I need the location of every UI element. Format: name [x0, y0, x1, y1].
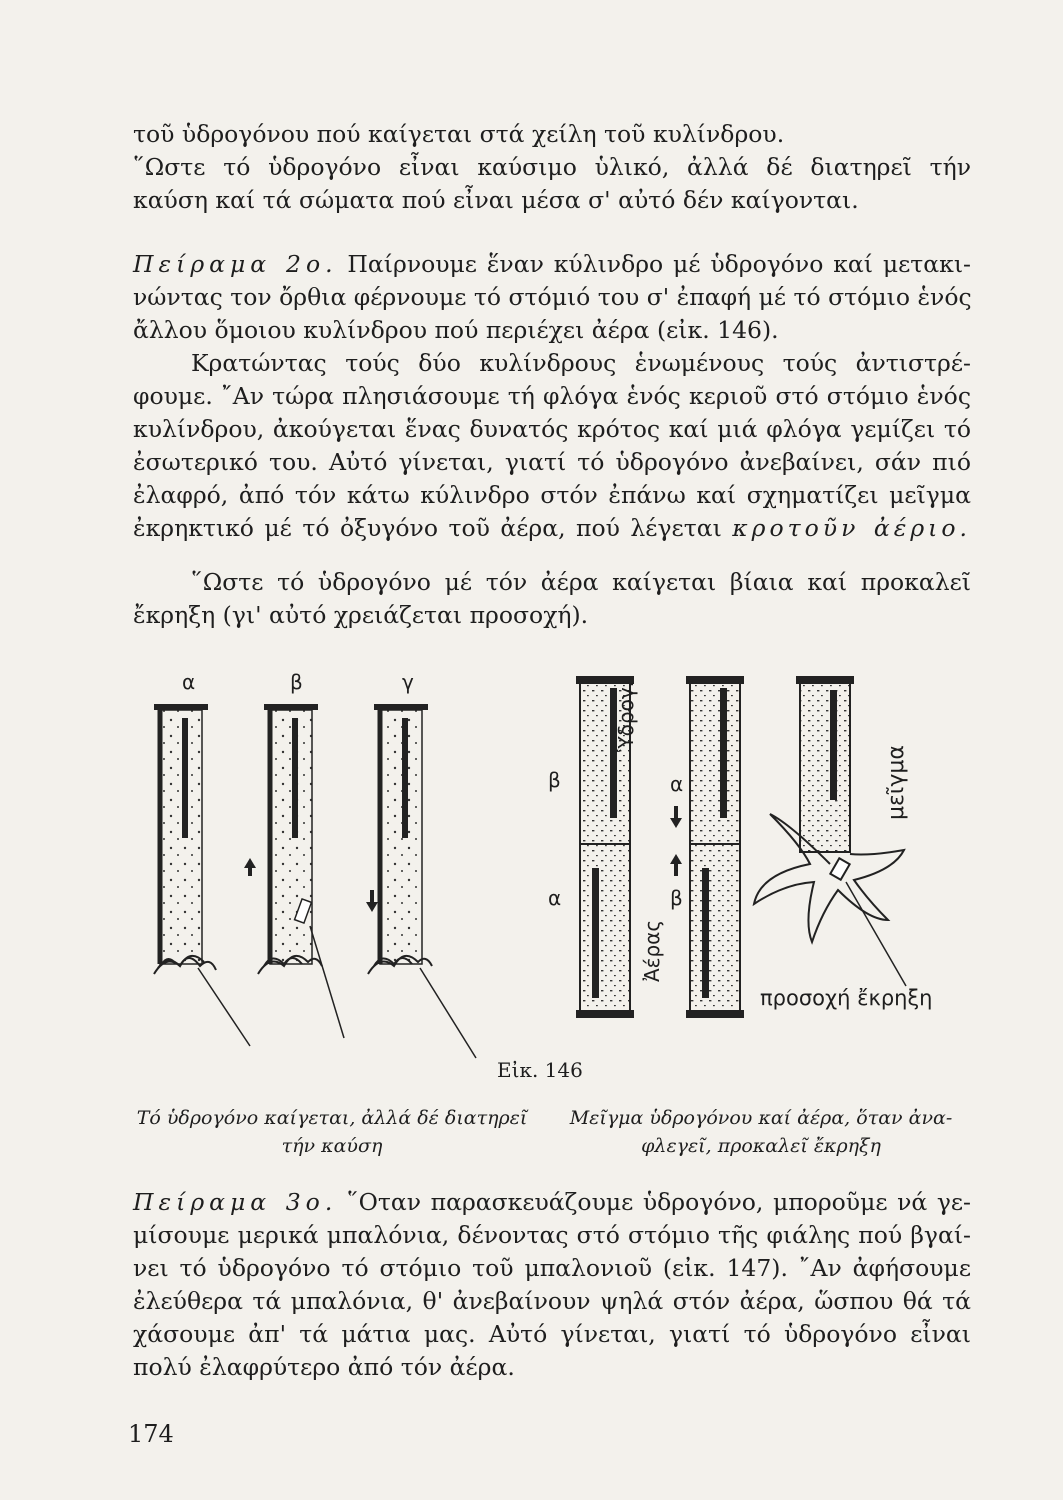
- joined-cylinders-2: [670, 676, 744, 1018]
- label-top-beta: β: [548, 768, 561, 792]
- cylinder-beta: [244, 704, 344, 1038]
- text-line: τοῦ ὑδρογόνου πού καίγεται στά χείλη τοῦ κυλίνδρου.: [133, 120, 785, 148]
- label-air: Ἀέρας: [640, 919, 664, 982]
- arrow-up-icon: [670, 854, 682, 864]
- figure-number: Εἰκ. 146: [497, 1058, 583, 1082]
- text-line: πολύ ἐλαφρύτερο ἀπό τόν ἀέρα.: [133, 1353, 515, 1381]
- experiment-heading: Πείραμα 3ο.: [133, 1188, 338, 1216]
- label-mid-alpha: α: [670, 772, 684, 796]
- label-beta: β: [290, 670, 303, 694]
- label-warning-explosion: προσοχή ἔκρηξη: [760, 986, 933, 1010]
- label-bottom-alpha: α: [548, 886, 562, 910]
- caption-line: Τό ὑδρογόνο καίγεται, ἀλλά δέ διατηρεῖ: [136, 1107, 528, 1129]
- figure-146: [140, 668, 1000, 1098]
- text-fragment: ῞Οταν παρασκευάζουμε ὑδρογόνο, μποροῦμε νά γε-: [346, 1188, 971, 1216]
- arrow-down-icon: [366, 902, 378, 912]
- text-line: νώντας τον ὄρθια φέρνουμε τό στόμιό του σ' ἐπαφή μέ τό στόμιο ἑνός: [133, 283, 972, 311]
- caption-line: Μεῖγμα ὑδρογόνου καί ἀέρα, ὅταν ἀνα-: [569, 1107, 953, 1129]
- paragraph-2: [133, 248, 971, 347]
- label-gamma: γ: [402, 670, 414, 694]
- candle-stick-alpha: [198, 968, 250, 1046]
- page-number: 174: [128, 1420, 174, 1448]
- text-line: ῞Ωστε τό ὑδρογόνο μέ τόν ἀέρα καίγεται βίαια καί προκαλεῖ: [191, 568, 971, 596]
- cylinder-alpha: [154, 704, 250, 1046]
- caption-line: τήν καύση: [281, 1135, 383, 1157]
- text-line: ῞Ωστε τό ὑδρογόνο εἶναι καύσιμο ὑλικό, ἀλλά δέ διατηρεῖ τήν: [133, 153, 971, 181]
- text-line: ἐλαφρό, ἀπό τόν κάτω κύλινδρο στόν ἐπάνω καί σχηματίζει μεῖγμα: [133, 481, 971, 509]
- text-line: [133, 512, 971, 545]
- paragraph-4: [133, 566, 971, 632]
- text-line: [133, 248, 971, 281]
- text-line: χάσουμε ἀπ' τά μάτια μας. Αὐτό γίνεται, γιατί τό ὑδρογόνο εἶναι: [133, 1320, 971, 1348]
- label-mid-beta: β: [670, 886, 683, 910]
- paragraph-3: [133, 347, 971, 545]
- text-line: ἐσωτερικό του. Αὐτό γίνεται, γιατί τό ὑδρογόνο ἀνεβαίνει, σάν πιό: [133, 448, 971, 476]
- text-line: Κρατώντας τούς δύο κυλίνδρους ἑνωμένους τούς ἀντιστρέ-: [191, 349, 971, 377]
- caption-right: [556, 1104, 966, 1160]
- label-mixture: μεῖγμα: [884, 745, 909, 820]
- exploding-cylinder: [754, 676, 906, 986]
- arrow-down-icon: [670, 818, 682, 828]
- figure-drawing: [140, 668, 1000, 1098]
- emphasized-term: κροτοῦν ἀέριο.: [732, 514, 971, 542]
- text-fragment: Παίρνουμε ἕναν κύλινδρο μέ ὑδρογόνο καί μετακι-: [347, 250, 971, 278]
- text-line: κυλίνδρου, ἀκούγεται ἕνας δυνατός κρότος καί μιά φλόγα γεμίζει τό: [133, 415, 971, 443]
- cylinder-gamma: [366, 704, 476, 1058]
- text-fragment: ἐκρηκτικό μέ τό ὀξυγόνο τοῦ ἀέρα, πού λέγεται: [133, 514, 722, 542]
- text-line: καύση καί τά σώματα πού εἶναι μέσα σ' αὐτό δέν καίγονται.: [133, 186, 859, 214]
- paragraph-1: [133, 118, 971, 217]
- text-line: ἄλλου ὅμοιου κυλίνδρου πού περιέχει ἀέρα (εἰκ. 146).: [133, 316, 779, 344]
- label-alpha: α: [182, 670, 196, 694]
- text-line: μίσουμε μερικά μπαλόνια, δένοντας στό στόμιο τῆς φιάλης πού βγαί-: [133, 1221, 971, 1249]
- text-line: ἔκρηξη (γι' αὐτό χρειάζεται προσοχή).: [133, 601, 589, 629]
- caption-left: [120, 1104, 544, 1160]
- experiment-heading: Πείραμα 2ο.: [133, 250, 338, 278]
- text-line: [133, 1186, 971, 1219]
- text-line: νει τό ὑδρογόνο τό στόμιο τοῦ μπαλονιοῦ (εἰκ. 147). ῎Αν ἀφήσουμε: [133, 1254, 971, 1282]
- caption-line: φλεγεῖ, προκαλεῖ ἔκρηξη: [641, 1135, 881, 1157]
- text-line: ἐλεύθερα τά μπαλόνια, θ' ἀνεβαίνουν ψηλά στόν ἀέρα, ὥσπου θά τά: [133, 1287, 971, 1315]
- label-hydrogen: Ὑδρογ.: [614, 680, 638, 752]
- text-line: φουμε. ῎Αν τώρα πλησιάσουμε τή φλόγα ἑνός κεριοῦ στό στόμιο ἑνός: [133, 382, 971, 410]
- paragraph-5: [133, 1186, 971, 1384]
